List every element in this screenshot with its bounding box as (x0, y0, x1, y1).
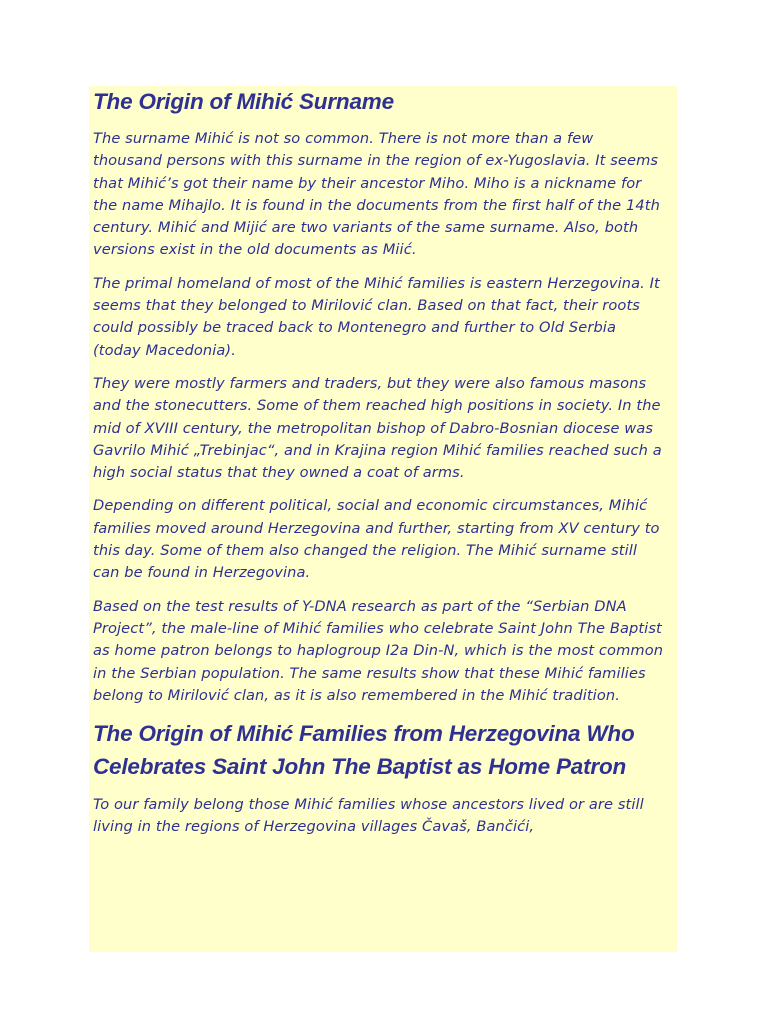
paragraph-homeland: The primal homeland of most of the Mihić families is eastern Herzegovina. It seems that they belonged to Mirilović clan. Based on that fact, their roots could possibly be traced back to Montenegro and further to Old Serbia (today Macedonia). (93, 274, 660, 359)
paragraph-surname-intro: The surname Mihić is not so common. There is not more than a few thousand persons with this surname in the region of ex-Yugoslavia. It seems that Mihić’s got their name by their ancestor Miho. Miho is a nickname for the name Mihajlo. It is found in the documents from the first half of the 14th century. Mihić and Mijić are two variants of the same surname. Also, both versions exist in the old documents as Miić. (93, 130, 660, 259)
paragraph-family-villages: To our family belong those Mihić families whose ancestors lived or are still living in the regions of Herzegovina villages Čavaš, Bančići, (93, 796, 644, 836)
paragraph-occupations: They were mostly farmers and traders, but they were also famous masons and the stonecutters. Some of them reached high positions in society. In the mid of XVIII century, the metropolitan bishop of Dabro-Bosnian diocese was Gavrilo Mihić „Trebinjac“, and in Krajina region Mihić families reached such a high social status that they owned a coat of arms. (93, 374, 662, 482)
paragraph-dna: Based on the test results of Y-DNA research as part of the “Serbian DNA Project”, the male-line of Mihić families who celebrate Saint John The Baptist as home patron belongs to haplogroup I2a Din-N, which is the most common in the Serbian population. The same results show that these Mihić families belong to Mirilović clan, as it is also remembered in the Mihić tradition. (93, 597, 664, 704)
heading-origin-families: The Origin of Mihić Families from Herzegovina Who Celebrates Saint John The Baptist as Home Patron (93, 721, 635, 779)
document-panel (89, 86, 677, 952)
heading-origin-surname: The Origin of Mihić Surname (93, 89, 394, 114)
paragraph-migrations: Depending on different political, social and economic circumstances, Mihić families moved around Herzegovina and further, starting from XV century to this day. Some of them also changed the religion. The Mihić surname still can be found in Herzegovina. (93, 497, 660, 582)
